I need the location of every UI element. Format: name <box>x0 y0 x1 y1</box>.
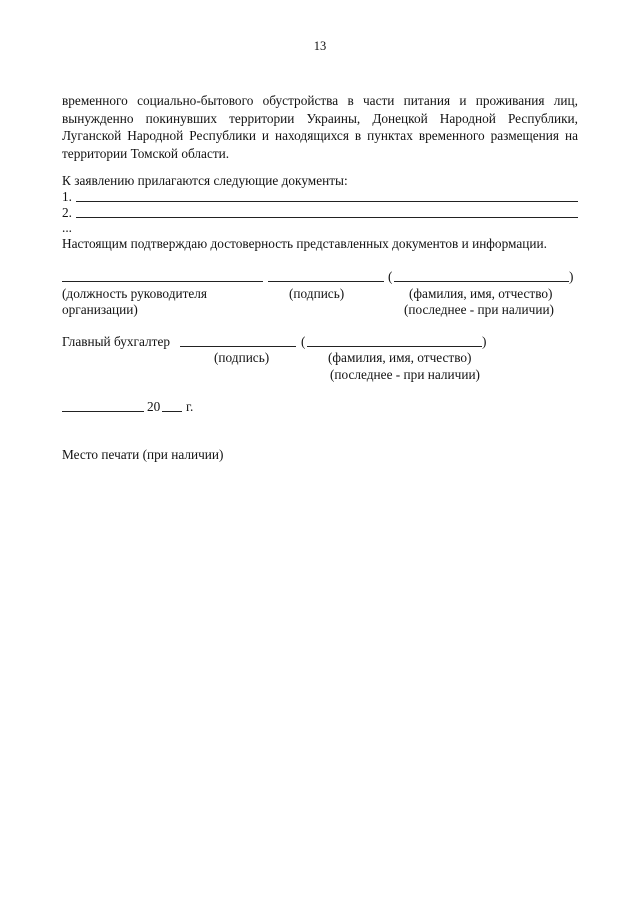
stamp-place-label: Место печати (при наличии) <box>62 447 224 462</box>
date-year-line[interactable] <box>162 411 182 412</box>
page-number: 13 <box>313 39 327 53</box>
manager-signature-label: (подпись) <box>289 286 345 301</box>
manager-signature-line[interactable] <box>268 281 384 282</box>
accountant-name-label-2: (последнее - при наличии) <box>330 367 480 382</box>
paragraph-line: вынужденно покинувших территории Украины, Донецкой Народной Республики, <box>62 110 578 126</box>
attachments-ellipsis: ... <box>62 220 72 235</box>
attachment-item-2-line[interactable] <box>76 217 578 218</box>
manager-open-paren: ( <box>388 269 393 284</box>
attachment-item-2-number: 2. <box>62 205 72 220</box>
paragraph-line: Луганской Народной Республики и находящихся в пунктах временного размещения на <box>62 128 578 144</box>
accountant-close-paren: ) <box>482 334 487 349</box>
attachment-item-1-number: 1. <box>62 189 72 204</box>
date-suffix: г. <box>186 399 194 414</box>
paragraph-line: временного социально-бытового обустройства в части питания и проживания лиц, <box>62 93 578 108</box>
accountant-open-paren: ( <box>301 334 306 349</box>
manager-name-label-2: (последнее - при наличии) <box>404 302 554 317</box>
intro-paragraph <box>62 92 578 162</box>
manager-position-label: (должность руководителя <box>62 286 208 301</box>
date-year-prefix: 20 <box>147 399 161 414</box>
paragraph-line: территории Томской области. <box>62 145 230 161</box>
accountant-name-label: (фамилия, имя, отчество) <box>328 350 472 365</box>
manager-close-paren: ) <box>569 269 574 284</box>
accountant-signature-line[interactable] <box>180 346 296 347</box>
attachment-item-1-line[interactable] <box>76 201 578 202</box>
manager-position-label-2: организации) <box>62 302 138 317</box>
manager-name-line[interactable] <box>394 281 569 282</box>
manager-position-line[interactable] <box>62 281 263 282</box>
manager-name-label: (фамилия, имя, отчество) <box>409 286 553 301</box>
accountant-signature-label: (подпись) <box>214 350 270 365</box>
attachments-heading: К заявлению прилагаются следующие документы: <box>62 173 348 188</box>
date-day-month-line[interactable] <box>62 411 144 412</box>
confirmation-text: Настоящим подтверждаю достоверность представленных документов и информации. <box>62 236 547 251</box>
accountant-name-line[interactable] <box>307 346 482 347</box>
accountant-title: Главный бухгалтер <box>62 334 171 349</box>
